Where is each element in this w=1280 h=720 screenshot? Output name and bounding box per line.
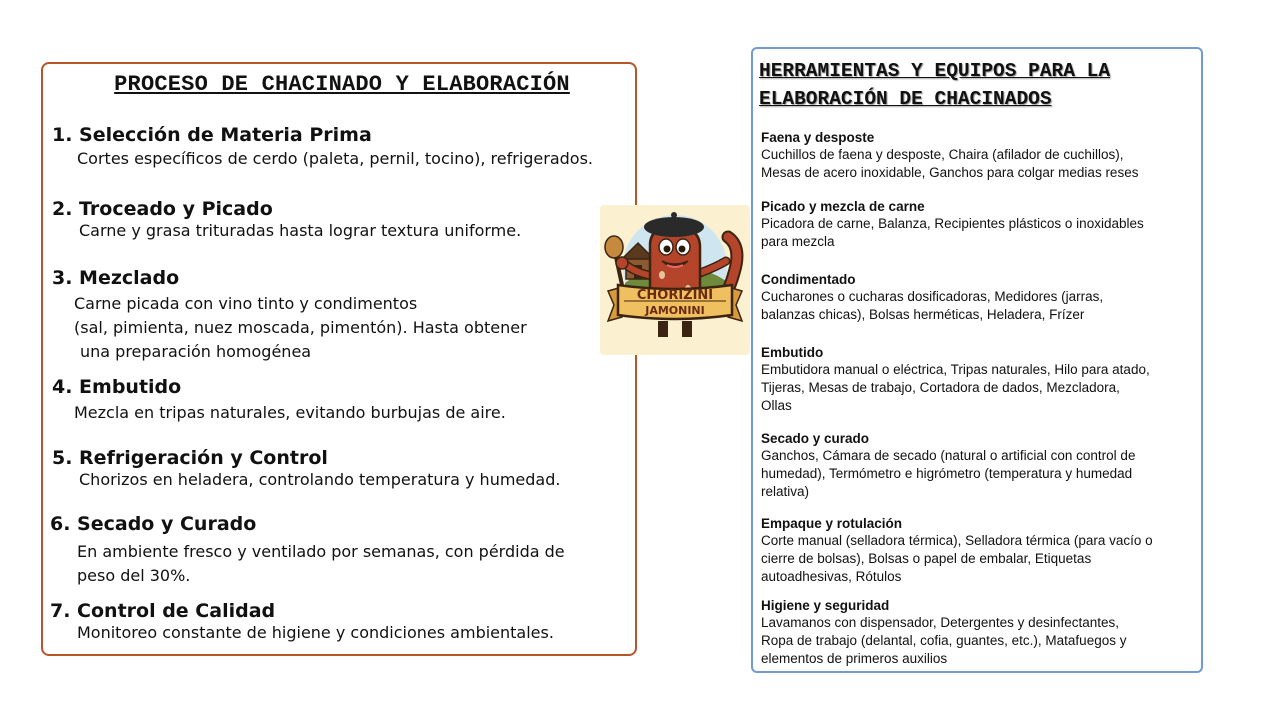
tool-section-desc: cierre de bolsas), Bolsas o papel de embalar, Etiquetas [761,551,1092,566]
tool-section-picado [761,198,1197,251]
tool-section-desc: Ganchos, Cámara de secado (natural o artificial con control de [761,448,1136,463]
tools-title-line1: HERRAMIENTAS Y EQUIPOS PARA LA [759,60,1111,82]
tool-section-desc: Mesas de acero inoxidable, Ganchos para colgar medias reses [761,165,1139,180]
step-desc: Mezcla en tripas naturales, evitando burbujas de aire. [74,403,506,422]
step-desc: Carne picada con vino tinto y condimentos [74,294,418,313]
tool-section-desc: humedad), Termómetro e higrómetro (temperatura y humedad [761,466,1133,481]
tool-section-higiene [761,597,1197,668]
step-4 [52,375,506,425]
logo-line2: JAMONINI [645,304,705,317]
step-desc: Monitoreo constante de higiene y condiciones ambientales. [77,623,554,642]
tool-section-desc: autoadhesivas, Rótulos [761,569,902,584]
step-title: 7. Control de Calidad [50,600,276,622]
step-desc: peso del 30%. [77,566,191,585]
step-title: 5. Refrigeración y Control [52,447,328,469]
tool-section-desc: Tijeras, Mesas de trabajo, Cortadora de dados, Mezcladora, [761,380,1120,395]
step-7 [50,599,554,645]
tool-section-embutido [761,344,1197,415]
tool-section-desc: relativa) [761,484,810,499]
tool-section-title: Higiene y seguridad [761,598,890,613]
step-desc: (sal, pimienta, nuez moscada, pimentón). Hasta obtener [74,318,527,337]
step-3 [52,266,527,364]
step-desc: Cortes específicos de cerdo (paleta, pernil, tocino), refrigerados. [77,149,594,168]
step-title: 1. Selección de Materia Prima [52,124,372,146]
tools-panel [751,47,1203,673]
logo-line1: CHORIZINI [636,288,714,303]
tool-section-desc: elementos de primeros auxilios [761,651,948,666]
step-title: 6. Secado y Curado [50,513,257,535]
brand-logo [600,205,750,355]
tools-title [759,57,1179,113]
tool-section-title: Faena y desposte [761,130,875,145]
tool-section-desc: Picadora de carne, Balanza, Recipientes plásticos o inoxidables [761,216,1144,231]
tool-section-title: Picado y mezcla de carne [761,199,925,214]
tool-section-desc: para mezcla [761,234,835,249]
step-6 [50,512,565,588]
tool-section-desc: Lavamanos con dispensador, Detergentes y desinfectantes, [761,615,1119,630]
step-title: 2. Troceado y Picado [52,198,273,220]
tool-section-desc: Embutidora manual o eléctrica, Tripas naturales, Hilo para atado, [761,362,1150,377]
process-panel [41,62,637,656]
tool-section-faena [761,129,1197,182]
tool-section-desc: balanzas chicas), Bolsas herméticas, Heladera, Frízer [761,307,1085,322]
step-desc: Chorizos en heladera, controlando temperatura y humedad. [79,470,561,489]
tool-section-desc: Ropa de trabajo (delantal, cofia, guantes, etc.), Matafuegos y [761,633,1127,648]
tool-section-title: Embutido [761,345,824,360]
tool-section-desc: Cuchillos de faena y desposte, Chaira (afilador de cuchillos), [761,147,1124,162]
step-5 [52,446,560,492]
tool-section-secado [761,430,1197,501]
tool-section-title: Empaque y rotulación [761,516,903,531]
tool-section-desc: Ollas [761,398,792,413]
tool-section-title: Condimentado [761,272,856,287]
tool-section-title: Secado y curado [761,431,870,446]
step-title: 4. Embutido [52,376,182,398]
step-2 [52,197,521,243]
tool-section-empaque [761,515,1197,586]
tools-title-line2: ELABORACIÓN DE CHACINADOS [759,88,1052,110]
chorizo-mascot-icon [600,205,750,355]
step-title: 3. Mezclado [52,267,180,289]
process-title: PROCESO DE CHACINADO Y ELABORACIÓN [114,72,570,97]
step-1 [52,123,593,171]
step-desc: Carne y grasa trituradas hasta lograr textura uniforme. [79,221,522,240]
step-desc: una preparación homogénea [80,342,312,361]
tool-section-desc: Cucharones o cucharas dosificadoras, Medidores (jarras, [761,289,1104,304]
step-desc: En ambiente fresco y ventilado por semanas, con pérdida de [77,542,565,561]
tool-section-condimentado [761,271,1197,324]
tool-section-desc: Corte manual (selladora térmica), Selladora térmica (para vacío o [761,533,1153,548]
